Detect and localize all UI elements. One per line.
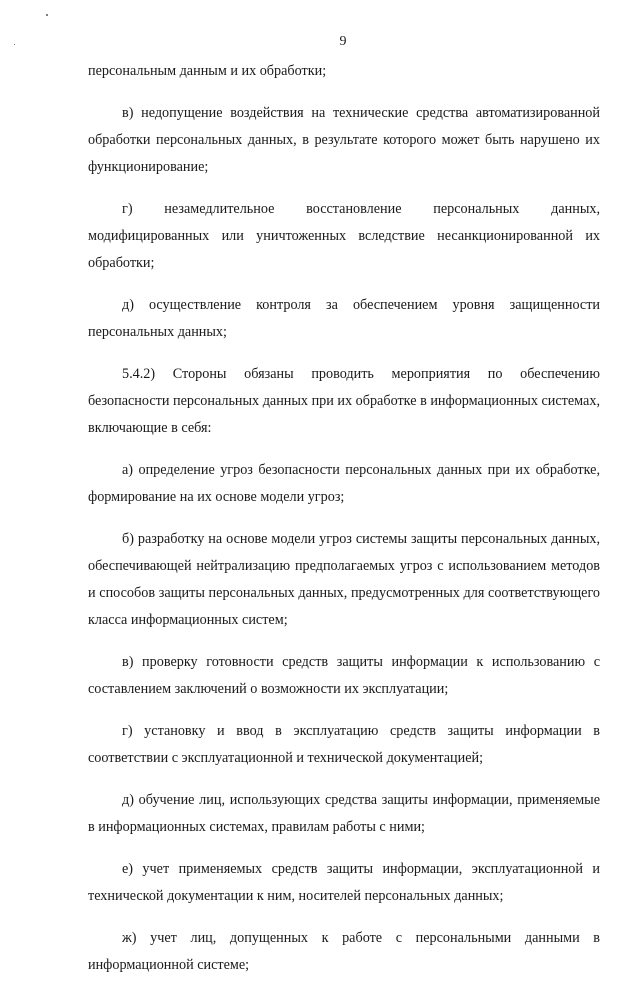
paragraph: г) незамедлительное восстановление персональных данных, модифицированных или уничтоженных вследствие несанкционированной их обработки; bbox=[88, 201, 600, 271]
paragraph: в) проверку готовности средств защиты информации к использованию с составлением заключений о возможности их эксплуатации; bbox=[88, 654, 600, 697]
paragraph: 5.4.2) Стороны обязаны проводить мероприятия по обеспечению безопасности персональных данных при их обработке в информационных системах, включающие в себя: bbox=[88, 366, 600, 436]
paragraph: д) осуществление контроля за обеспечением уровня защищенности персональных данных; bbox=[88, 297, 600, 340]
paragraph: персональным данным и их обработки; bbox=[88, 63, 327, 79]
document-body bbox=[88, 58, 600, 994]
paragraph: ж) учет лиц, допущенных к работе с персональными данными в информационной системе; bbox=[88, 930, 600, 973]
paragraph: а) определение угроз безопасности персональных данных при их обработке, формирование на их основе модели угроз; bbox=[88, 462, 600, 505]
page-number: 9 bbox=[339, 34, 347, 49]
paragraph: г) установку и ввод в эксплуатацию средств защиты информации в соответствии с эксплуатационной и технической документацией; bbox=[88, 723, 600, 766]
paragraph: д) обучение лиц, использующих средства защиты информации, применяемые в информационных системах, правилам работы с ними; bbox=[88, 792, 600, 835]
paragraph: в) недопущение воздействия на технические средства автоматизированной обработки персональных данных, в результате которого может быть нарушено их функционирование; bbox=[88, 105, 600, 175]
paragraph: е) учет применяемых средств защиты информации, эксплуатационной и технической документации к ним, носителей персональных данных; bbox=[88, 861, 600, 904]
scan-speck bbox=[46, 14, 48, 16]
paragraph: б) разработку на основе модели угроз системы защиты персональных данных, обеспечивающей нейтрализацию предполагаемых угроз с использованием методов и способов защиты персональных данных, предусмотренных для соответствующего класса информационных систем; bbox=[88, 531, 600, 628]
